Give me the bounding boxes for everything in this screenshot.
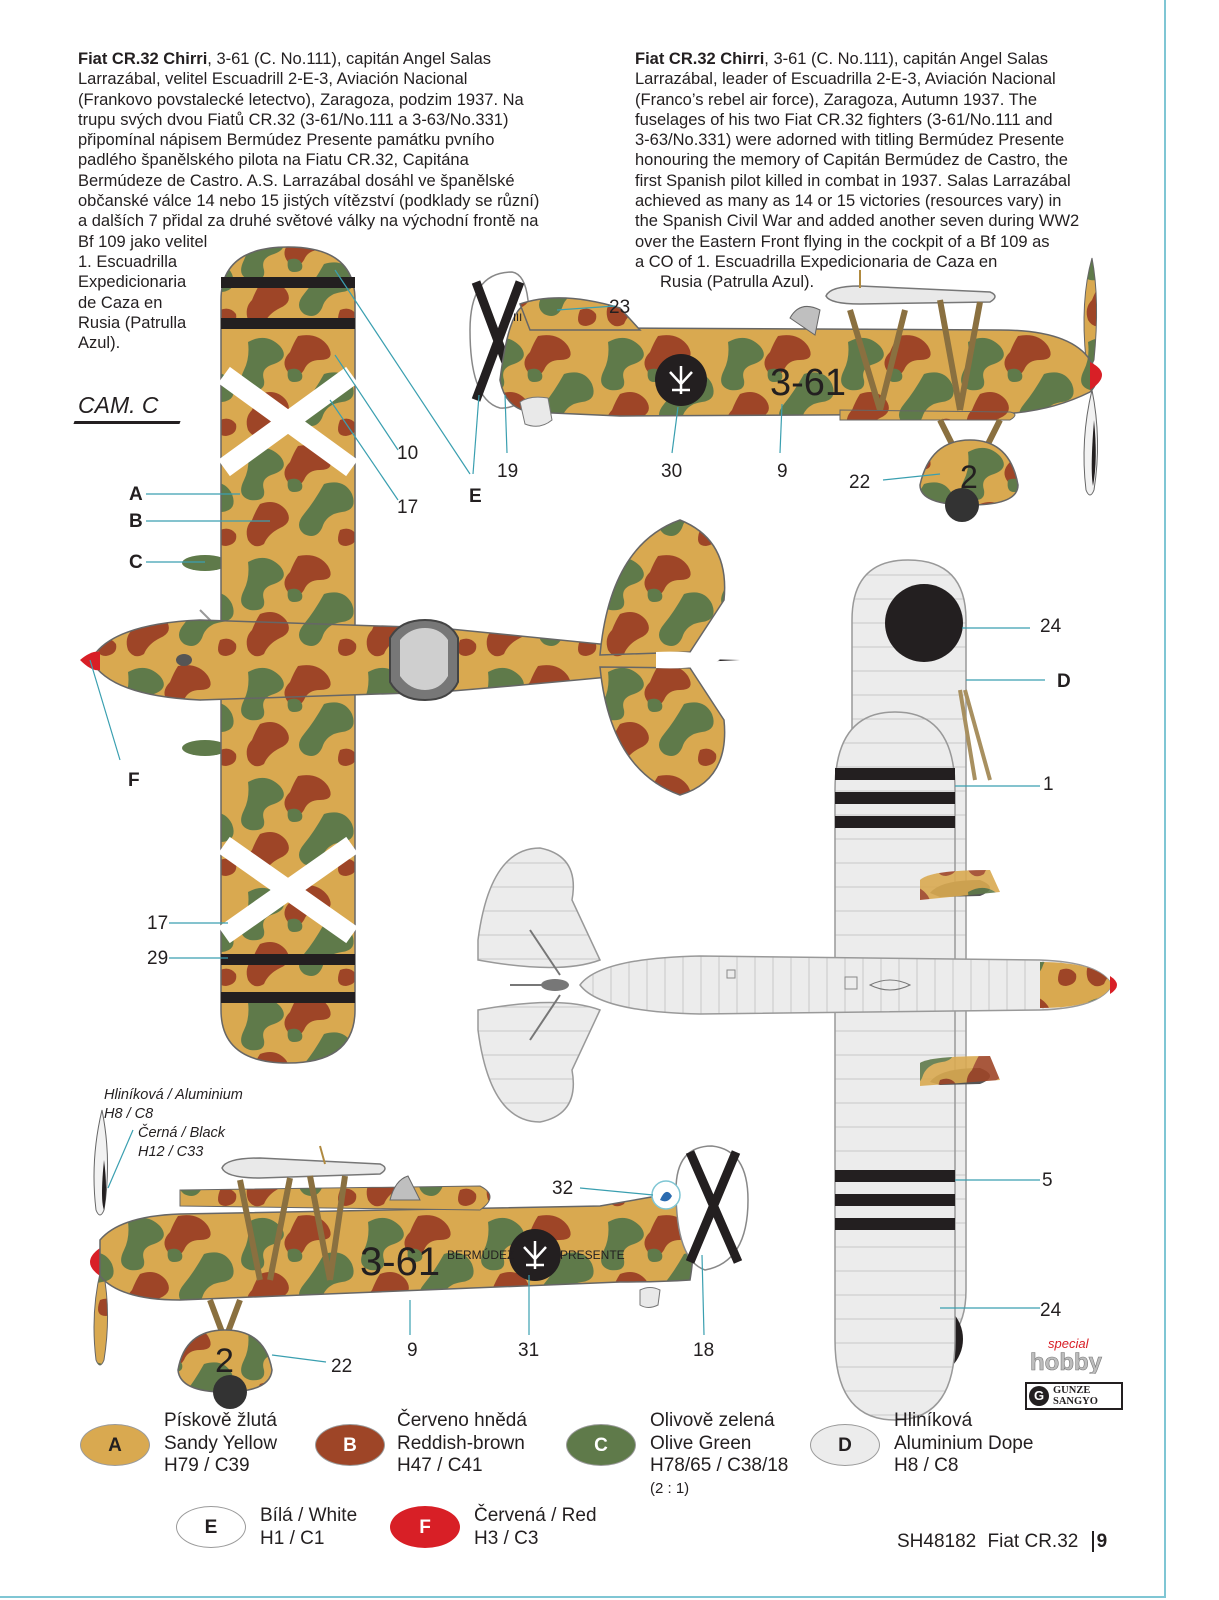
legend-F: Červená / Red H3 / C3 (474, 1505, 597, 1549)
legend-C: Olivově zelená Olive Green H78/65 / C38/18 (2 : 1) (650, 1410, 789, 1497)
titling-bermudez: BERMÚDEZ (447, 1248, 515, 1262)
callout-9-bottom: 9 (407, 1340, 418, 1361)
callout-22-top: 22 (849, 472, 871, 493)
cz-title: Fiat CR.32 Chirri (78, 50, 208, 68)
code-side-left: 3-61 (360, 1240, 441, 1284)
legend-D: Hliníková Aluminium Dope H8 / C8 (894, 1410, 1034, 1476)
chip-B: B (315, 1424, 385, 1466)
special-hobby-logo (1028, 1336, 1118, 1374)
chip-C: C (566, 1424, 636, 1466)
callout-17-upper: 17 (397, 497, 419, 518)
legend-A: Pískově žlutá Sandy Yellow H79 / C39 (164, 1410, 278, 1476)
description-en: Fiat CR.32 Chirri, 3-61 (C. No.111), capitán Angel Salas Larrazábal, leader of Escuadrilla 2-E-3, Aviación Nacional (Franco’s rebel air force), Zaragoza, Autumn 1937. The fuselages of his two Fiat CR.32 fighters (3-61/No.111 and 3-63/No.331) were adorned with titling Bermúdez Presente honouring the memory of Capitán Bermúdez de Castro, the first Spanish pilot killed in combat in 1937. Salas Larrazábal achieved as many as 14 or 15 victories (resources vary) in the Spanish Civil War and added another seven during WW2 over the Eastern Front flying in the cockpit of a Bf 109 as a CO of 1. Escuadrilla Expedicionaria de Caza en Rusia (Patrulla Azul). (635, 50, 1080, 292)
callout-A: A (129, 484, 143, 505)
chip-A: A (80, 1424, 150, 1466)
svg-text:special: special (1048, 1336, 1089, 1351)
svg-text:hobby: hobby (1030, 1349, 1102, 1374)
callout-9-top: 9 (777, 461, 788, 482)
titling-presente: PRESENTE (560, 1248, 625, 1262)
callout-30: 30 (661, 461, 683, 482)
callout-24-upper: 24 (1040, 616, 1062, 637)
footer (897, 1531, 1107, 1553)
callout-5: 5 (1042, 1170, 1053, 1191)
callout-19: 19 (497, 461, 519, 482)
gunze-sangyo-logo: G GUNZE SANGYO (1025, 1382, 1123, 1410)
footer-code: SH48182 (897, 1531, 977, 1552)
callout-31: 31 (518, 1340, 540, 1361)
paint-note-black: Černá / Black H12 / C33 (138, 1125, 226, 1160)
wheel-number-right: 2 (960, 459, 978, 495)
callout-C: C (129, 552, 143, 573)
callout-D: D (1057, 671, 1071, 692)
footer-model: Fiat CR.32 (987, 1531, 1079, 1552)
callout-18: 18 (693, 1340, 715, 1361)
page-number: 9 (1092, 1531, 1108, 1552)
callout-22-bottom: 22 (331, 1356, 353, 1377)
en-title: Fiat CR.32 Chirri (635, 50, 765, 68)
callout-32: 32 (552, 1178, 574, 1199)
paint-note-aluminium: Hliníková / Aluminium H8 / C8 (104, 1087, 243, 1122)
callout-24-lower: 24 (1040, 1300, 1062, 1321)
callout-B: B (129, 511, 143, 532)
camouflage-label: CAM. C (78, 392, 159, 418)
wheel-number-left: 2 (215, 1342, 234, 1380)
callout-10: 10 (397, 443, 419, 464)
legend-E: Bílá / White H1 / C1 (260, 1505, 358, 1549)
chip-D: D (810, 1424, 880, 1466)
tail-mark: III (513, 312, 523, 324)
callout-E-top: E (469, 486, 482, 507)
callout-23: 23 (609, 297, 631, 318)
chip-F: F (390, 1506, 460, 1548)
callout-F: F (128, 770, 140, 791)
code-side-right: 3-61 (770, 362, 847, 404)
chip-E: E (176, 1506, 246, 1548)
legend-B: Červeno hnědá Reddish-brown H47 / C41 (397, 1410, 527, 1476)
callout-1: 1 (1043, 774, 1054, 795)
callout-17-lower: 17 (147, 913, 169, 934)
description-cz: Fiat CR.32 Chirri, 3-61 (C. No.111), capitán Angel Salas Larrazábal, velitel Escuadrill 2-E-3, Aviación Nacional (Frankovo povstalecké letectvo), Zaragoza, podzim 1937. Na trupu svých dvou Fiatů CR.32 (3-61/No.111 a 3-63/No.331) připomínal nápisem Bermúdez Presente památku pvního padlého španělského pilota na Fiatu CR.32, Capitána Bermúdeze de Castro. A.S. Larrazábal dosáhl ve španělské občanské válce 14 nebo 15 jistých vítězství (podklady se různí) a dalších 7 přidal za druhé světové války na východní frontě na Bf 109 jako velitel 1. Escuadrilla Expedicionaria de Caza en Rusia (Patrulla Azul). (78, 50, 540, 353)
callout-29: 29 (147, 948, 169, 969)
